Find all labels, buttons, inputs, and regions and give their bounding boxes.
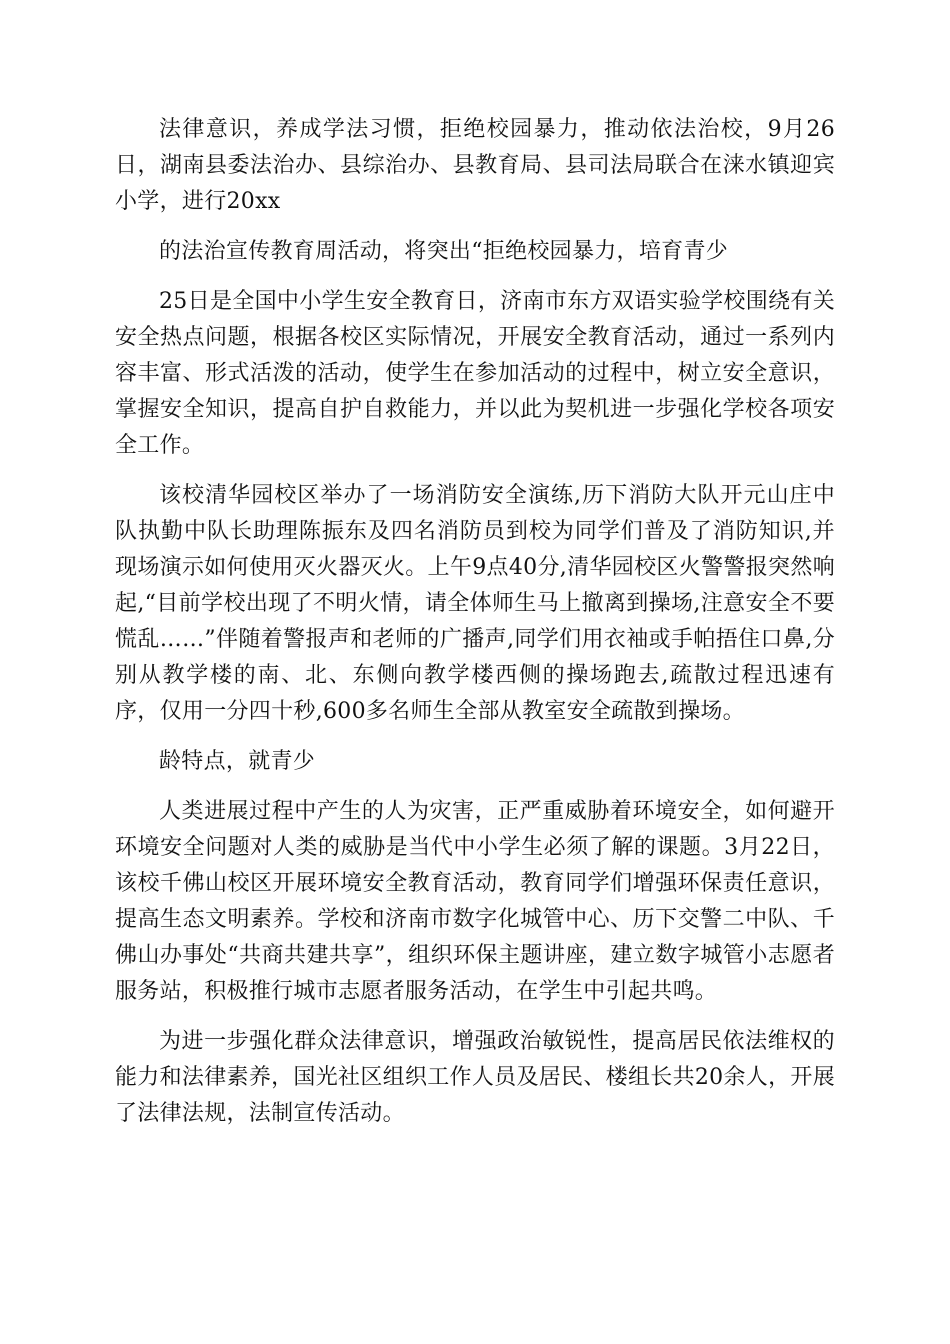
paragraph-1: 法律意识，养成学法习惯，拒绝校园暴力，推动依法治校，9月26日，湖南县委法治办、县综治办、县教育局、县司法局联合在涞水镇迎宾小学，进行20xx <box>115 117 835 214</box>
paragraph-3: 25日是全国中小学生安全教育日，济南市东方双语实验学校围绕有关安全热点问题，根据各校区实际情况，开展安全教育活动，通过一系列内容丰富、形式活泼的活动，使学生在参加活动的过程中，树立安全意识，掌握安全知识，提高自护自救能力，并以此为契机进一步强化学校各项安全工作。 <box>115 289 835 458</box>
paragraph-6: 人类进展过程中产生的人为灾害，正严重威胁着环境安全，如何避开环境安全问题对人类的威胁是当代中小学生必须了解的课题。3月22日，该校千佛山校区开展环境安全教育活动，教育同学们增强环保责任意识，提高生态文明素养。学校和济南市数字化城管中心、历下交警二中队、千佛山办事处“共商共建共享”，组织环保主题讲座，建立数字城管小志愿者服务站，积极推行城市志愿者服务活动，在学生中引起共鸣。 <box>115 799 835 1004</box>
paragraph-4: 该校清华园校区举办了一场消防安全演练,历下消防大队开元山庄中队执勤中队长助理陈振东及四名消防员到校为同学们普及了消防知识,并现场演示如何使用灭火器灭火。上午9点40分,清华园校区火警警报突然响起,“目前学校出现了不明火情，请全体师生马上撤离到操场,注意安全不要慌乱……”伴随着警报声和老师的广播声,同学们用衣袖或手帕捂住口鼻,分别从教学楼的南、北、东侧向教学楼西侧的操场跑去,疏散过程迅速有序，仅用一分四十秒,600多名师生全部从教室安全疏散到操场。 <box>115 483 835 724</box>
paragraph-7: 为进一步强化群众法律意识，增强政治敏锐性，提高居民依法维权的能力和法律素养，国光社区组织工作人员及居民、楼组长共20余人，开展了法律法规，法制宣传活动。 <box>115 1029 835 1126</box>
paragraph-5: 龄特点，就青少 <box>159 749 316 774</box>
paragraph-2: 的法治宣传教育周活动，将突出“拒绝校园暴力，培育青少 <box>159 239 729 264</box>
document-body <box>115 112 835 1146</box>
